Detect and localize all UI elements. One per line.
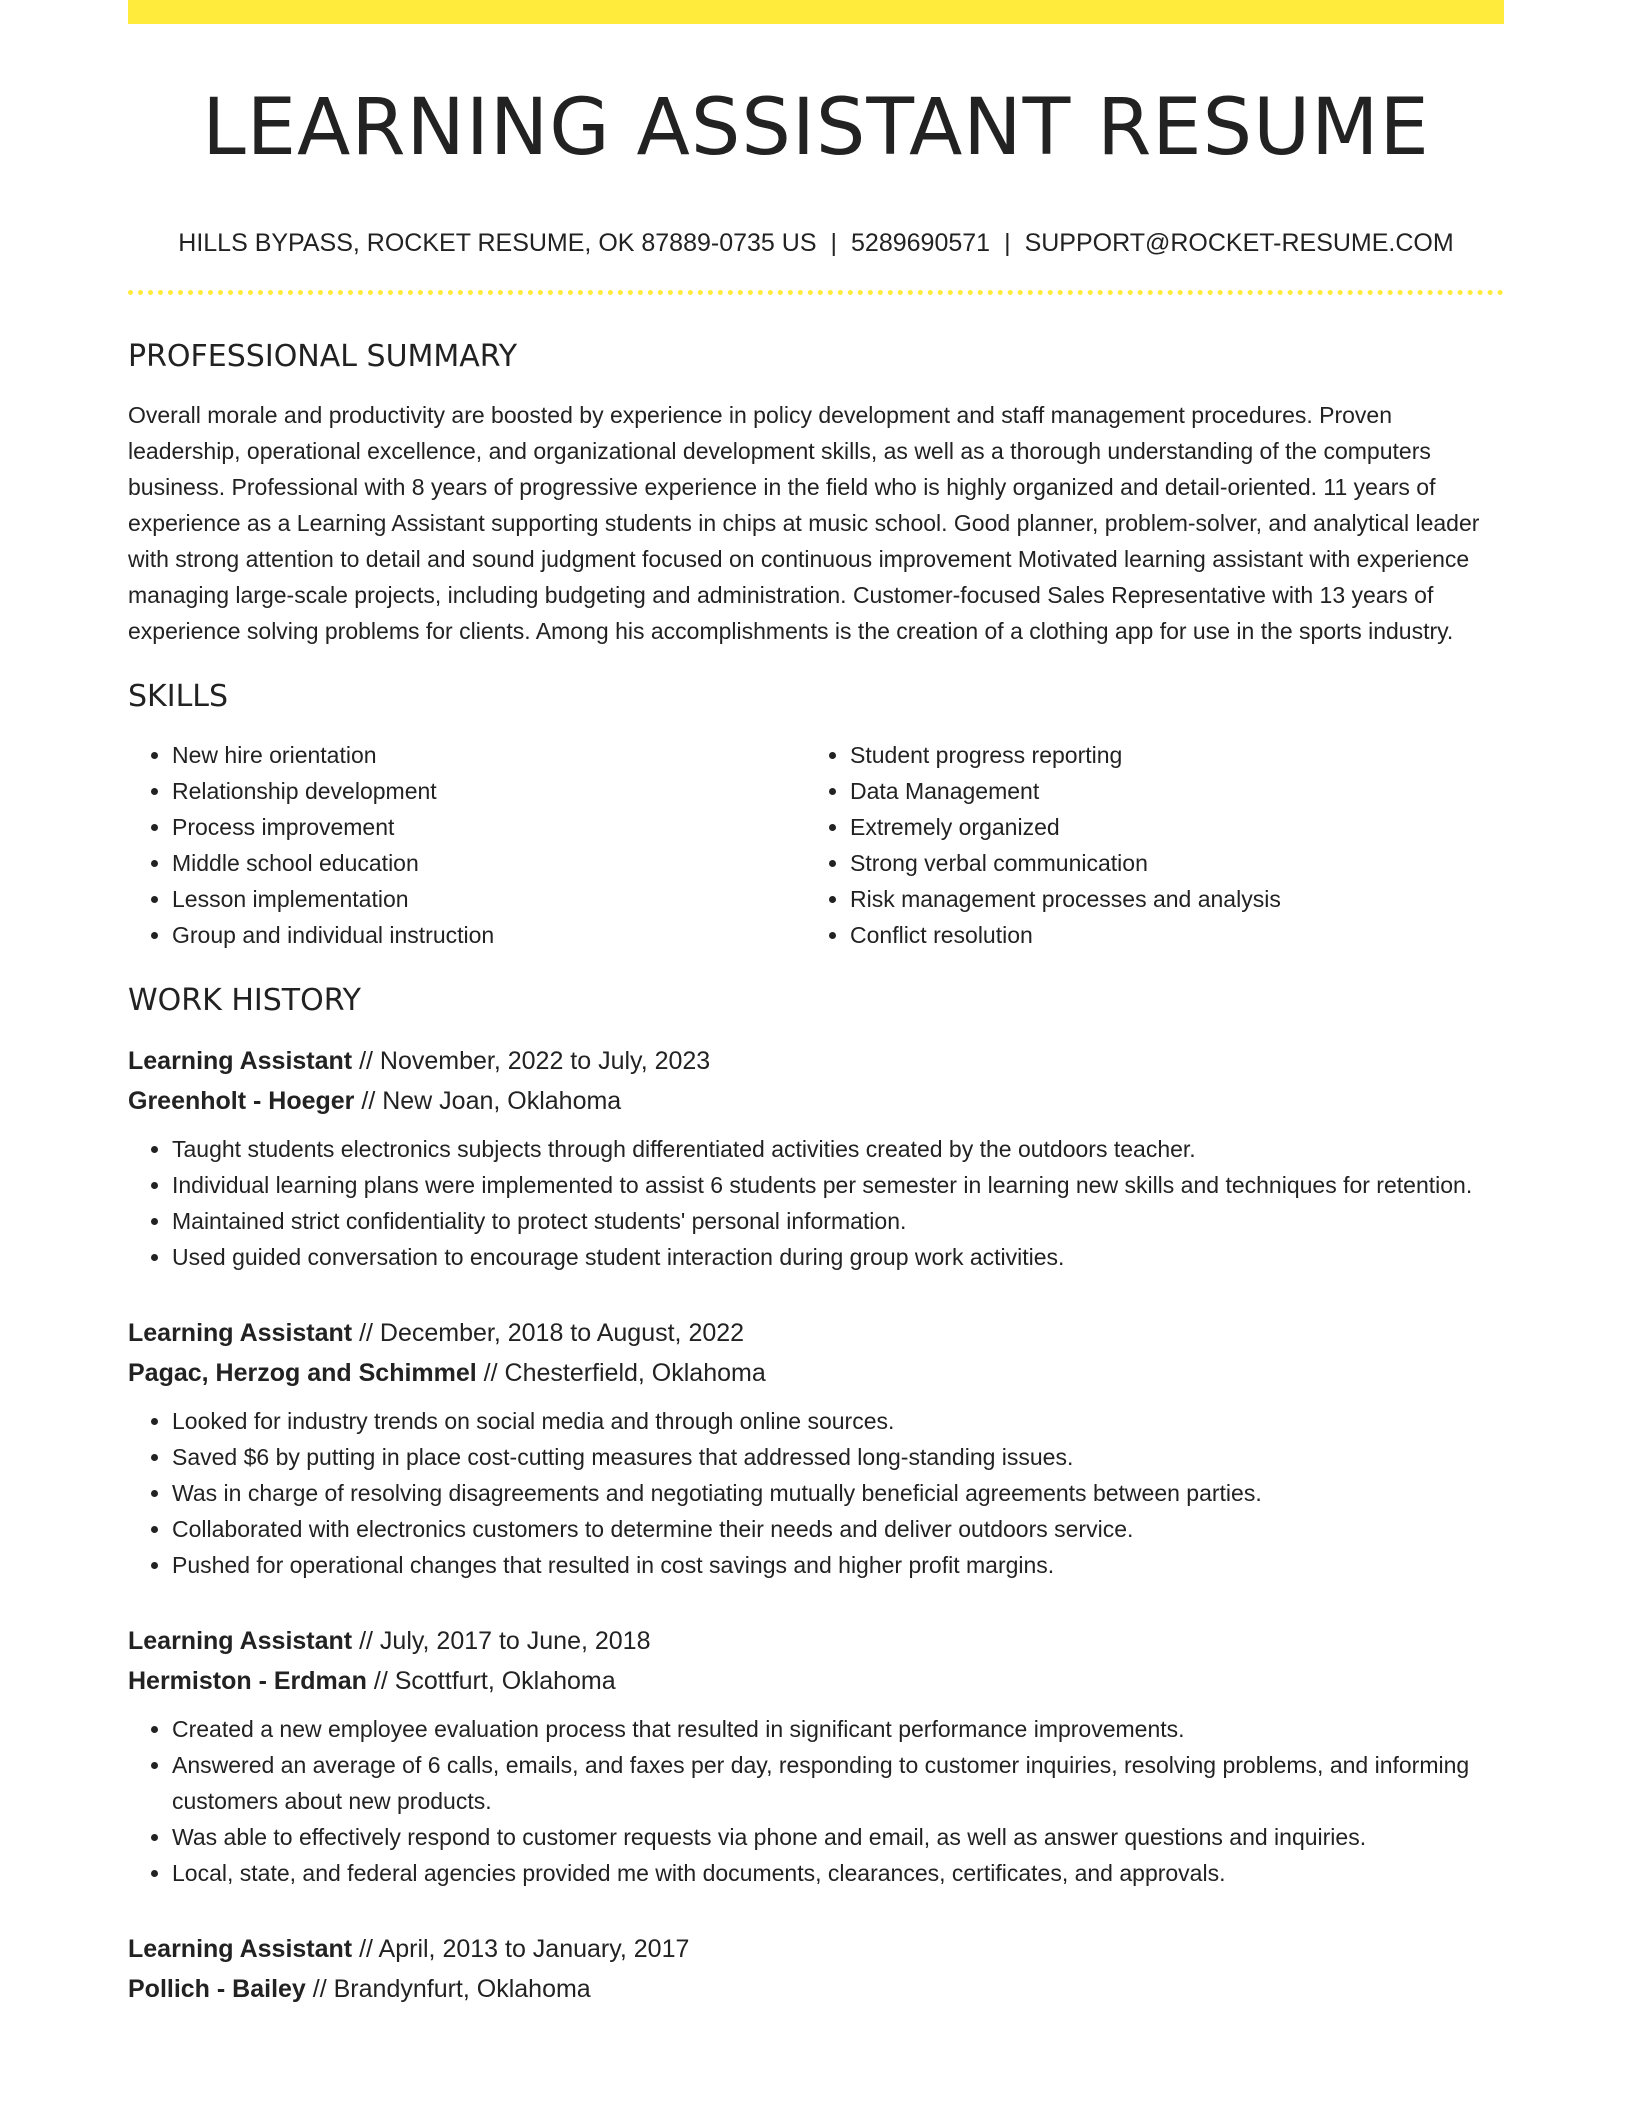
job-bullet: • Saved $6 by putting in place cost-cutting measures that addressed long-standing issues. [172, 1439, 1504, 1475]
job-bullet: • Pushed for operational changes that resulted in cost savings and higher profit margins. [172, 1547, 1504, 1583]
skill-item: • Extremely organized [850, 809, 1484, 845]
job-company-line [128, 1661, 1504, 1701]
summary-heading: PROFESSIONAL SUMMARY [128, 338, 518, 374]
job-company: Pollich - Bailey [128, 1974, 306, 2003]
job-bullets [128, 1403, 1504, 1583]
job-bullets [128, 1131, 1504, 1275]
job-bullets [128, 1711, 1504, 1891]
job-entry [128, 1313, 1504, 1583]
skills-heading: SKILLS [128, 678, 229, 714]
job-title: Learning Assistant [128, 1046, 353, 1075]
job-location: // Scottfurt, Oklahoma [373, 1666, 616, 1695]
skill-item: • New hire orientation [172, 737, 806, 773]
job-bullet: • Local, state, and federal agencies provided me with documents, clearances, certificates, and approvals. [172, 1855, 1504, 1891]
job-company: Hermiston - Erdman [128, 1666, 367, 1695]
job-bullet: • Answered an average of 6 calls, emails, and faxes per day, responding to customer inquiries, resolving problems, and informing customers about new products. [172, 1747, 1504, 1819]
job-bullet: • Used guided conversation to encourage student interaction during group work activities. [172, 1239, 1504, 1275]
skill-item: • Conflict resolution [850, 917, 1484, 953]
skills-column-right [806, 737, 1484, 953]
job-title-line [128, 1041, 1504, 1081]
accent-bar [128, 0, 1504, 24]
work-history-heading: WORK HISTORY [128, 982, 361, 1018]
job-company-line [128, 1081, 1504, 1121]
job-bullet: • Created a new employee evaluation process that resulted in significant performance improvements. [172, 1711, 1504, 1747]
job-title: Learning Assistant [128, 1626, 353, 1655]
job-company: Pagac, Herzog and Schimmel [128, 1358, 477, 1387]
skill-item: • Middle school education [172, 845, 806, 881]
skill-item: • Strong verbal communication [850, 845, 1484, 881]
job-dates: // April, 2013 to January, 2017 [359, 1934, 690, 1963]
job-company-line [128, 1969, 1504, 2009]
job-entry [128, 1621, 1504, 1891]
skill-item: • Relationship development [172, 773, 806, 809]
dotted-divider [128, 290, 1504, 295]
skills-list [128, 737, 1504, 953]
job-bullet: • Was able to effectively respond to customer requests via phone and email, as well as answer questions and inquiries. [172, 1819, 1504, 1855]
job-bullet: • Individual learning plans were implemented to assist 6 students per semester in learning new skills and techniques for retention. [172, 1167, 1504, 1203]
job-title-line [128, 1929, 1504, 1969]
skill-item: • Data Management [850, 773, 1484, 809]
job-title: Learning Assistant [128, 1934, 353, 1963]
job-company: Greenholt - Hoeger [128, 1086, 355, 1115]
job-bullet: • Collaborated with electronics customers to determine their needs and deliver outdoors service. [172, 1511, 1504, 1547]
skill-item: • Student progress reporting [850, 737, 1484, 773]
contact-separator: | [830, 228, 838, 257]
contact-line [128, 228, 1504, 258]
skill-item: • Lesson implementation [172, 881, 806, 917]
job-title-line [128, 1621, 1504, 1661]
job-bullet: • Taught students electronics subjects through differentiated activities created by the outdoors teacher. [172, 1131, 1504, 1167]
job-dates: // December, 2018 to August, 2022 [359, 1318, 745, 1347]
contact-address: HILLS BYPASS, ROCKET RESUME, OK 87889-0735 US [178, 228, 817, 257]
contact-separator: | [1004, 228, 1011, 257]
job-location: // New Joan, Oklahoma [361, 1086, 622, 1115]
job-dates: // November, 2022 to July, 2023 [359, 1046, 711, 1075]
summary-text: Overall morale and productivity are boosted by experience in policy development and staff management procedures. Proven leadership, operational excellence, and organizational development skills, as well as a thorough understanding of the computers business. Professional with 8 years of progressive experience in the field who is highly organized and detail-oriented. 11 years of experience as a Learning Assistant supporting students in chips at music school. Good planner, problem-solver, and analytical leader with strong attention to detail and sound judgment focused on continuous improvement Motivated learning assistant with experience managing large-scale projects, including budgeting and administration. Customer-focused Sales Representative with 13 years of experience solving problems for clients. Among his accomplishments is the creation of a clothing app for use in the sports industry. [128, 401, 1480, 644]
resume-page [128, 0, 1504, 2009]
job-location: // Chesterfield, Oklahoma [483, 1358, 766, 1387]
skills-column-left [128, 737, 806, 953]
contact-phone: 5289690571 [851, 228, 991, 257]
job-entry [128, 1041, 1504, 1275]
job-bullet: • Maintained strict confidentiality to protect students' personal information. [172, 1203, 1504, 1239]
job-bullet: • Was in charge of resolving disagreements and negotiating mutually beneficial agreements between parties. [172, 1475, 1504, 1511]
job-entry [128, 1929, 1504, 2009]
job-company-line [128, 1353, 1504, 1393]
skill-item: • Risk management processes and analysis [850, 881, 1484, 917]
job-location: // Brandynfurt, Oklahoma [312, 1974, 591, 2003]
job-dates: // July, 2017 to June, 2018 [359, 1626, 651, 1655]
job-title: Learning Assistant [128, 1318, 353, 1347]
contact-email: SUPPORT@ROCKET-RESUME.COM [1024, 228, 1454, 257]
job-title-line [128, 1313, 1504, 1353]
skill-item: • Process improvement [172, 809, 806, 845]
skill-item: • Group and individual instruction [172, 917, 806, 953]
job-bullet: • Looked for industry trends on social media and through online sources. [172, 1403, 1504, 1439]
resume-title: LEARNING ASSISTANT RESUME [202, 83, 1430, 173]
